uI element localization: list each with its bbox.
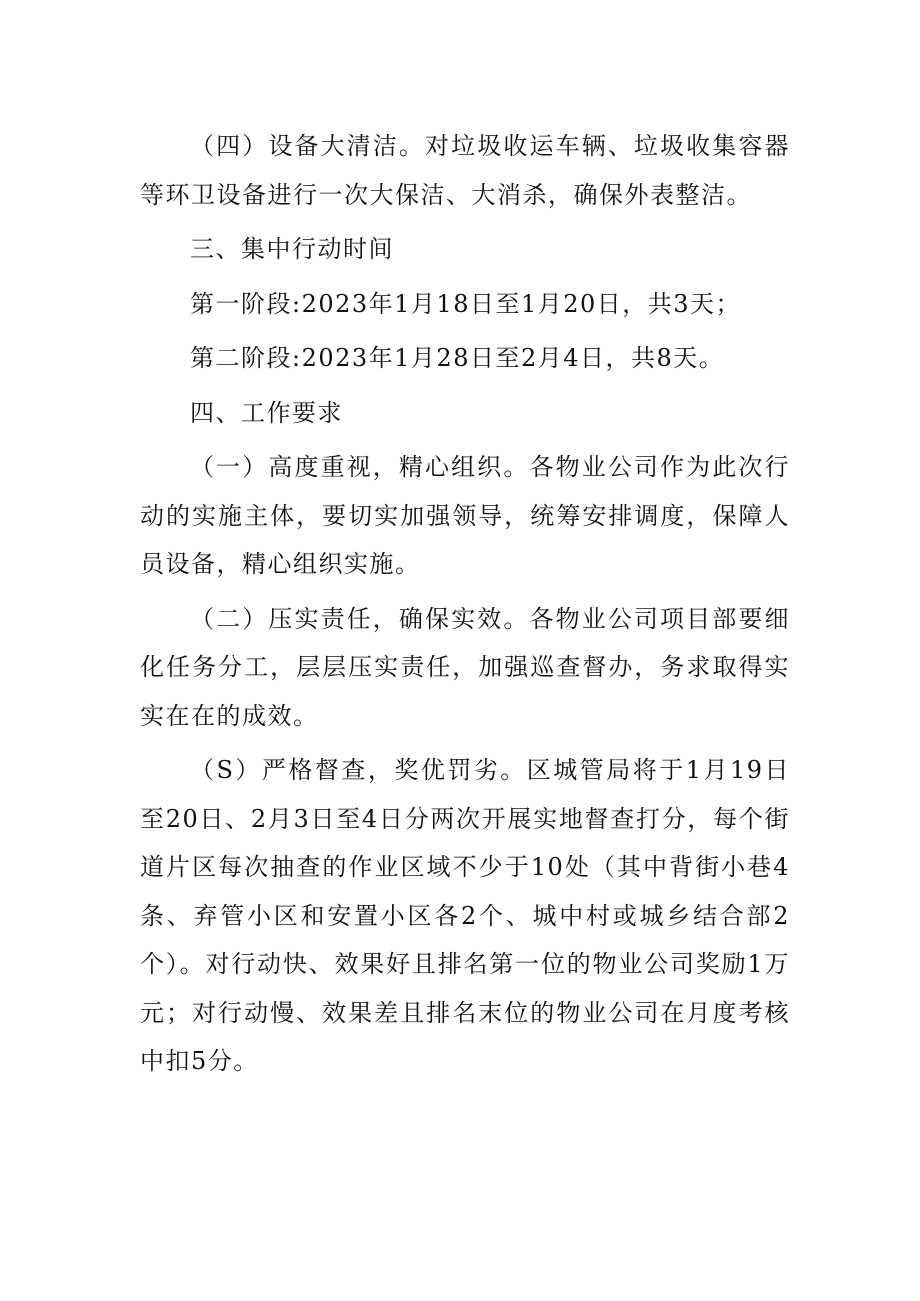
section-heading-action-time: 三、集中行动时间 <box>190 235 394 263</box>
section-heading-work-requirements: 四、工作要求 <box>190 398 343 427</box>
paragraph-requirement-two: （二）压实责任，确保实效。各物业公司项目部要细化任务分工，层层压实责任，加强巡查督办，务求取得实实在在的成效。 <box>140 604 790 730</box>
phase-two-text: 第二阶段:2023年1月28日至2月4日，共8天。 <box>190 344 725 372</box>
paragraph-equipment-cleaning: （四）设备大清洁。对垃圾收运车辆、垃圾收集容器等环卫设备进行一次大保洁、大消杀，确保外表整洁。 <box>140 132 790 209</box>
phase-one-text: 第一阶段:2023年1月18日至1月20日，共3天； <box>190 289 742 318</box>
document-body <box>140 122 790 1086</box>
paragraph-requirement-three: （S）严格督查，奖优罚劣。区城管局将于1月19日至20日、2月3日至4日分两次开展实地督查打分，每个街道片区每次抽查的作业区域不少于10处（其中背街小巷4条、弃管小区和安置小区各2个、城中村或城乡结合部2个）。对行动快、效果好且排名第一位的物业公司奖励1万元；对行动慢、效果差且排名末位的物业公司在月度考核中扣5分。 <box>140 756 790 1075</box>
paragraph-requirement-one: （一）高度重视，精心组织。各物业公司作为此次行动的实施主体，要切实加强领导，统筹安排调度，保障人员设备，精心组织实施。 <box>140 453 790 578</box>
